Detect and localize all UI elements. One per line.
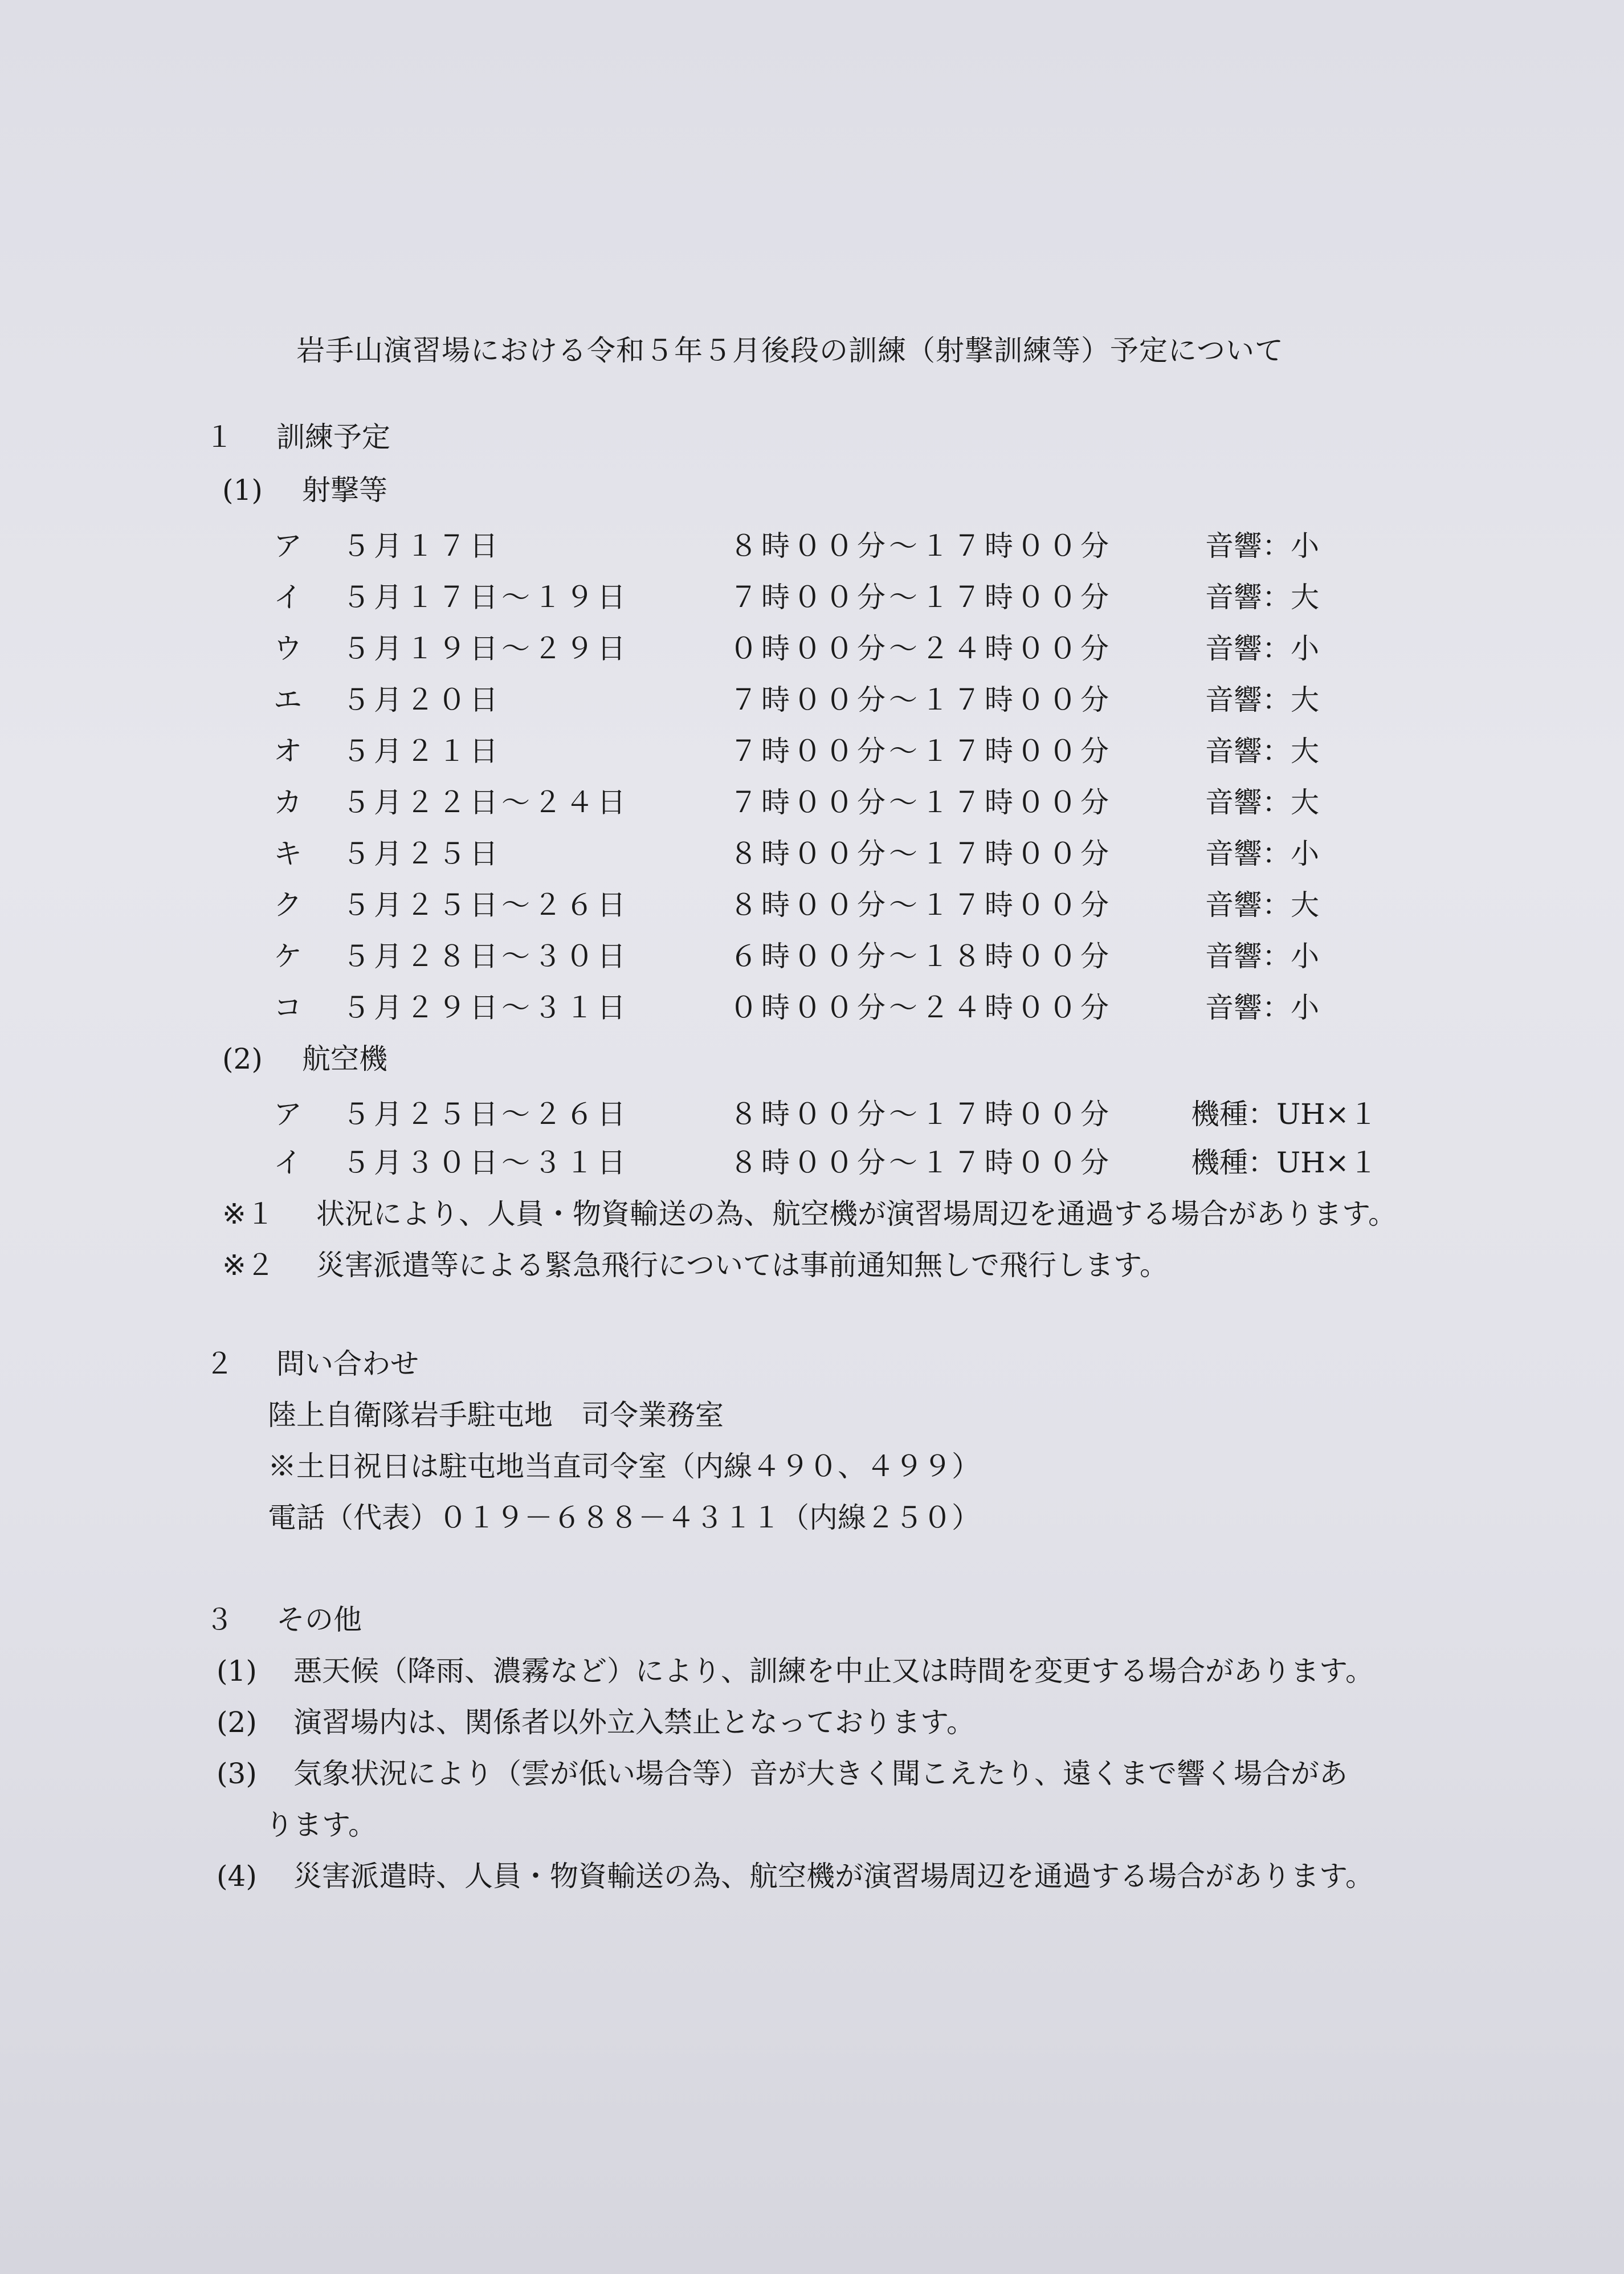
row-sound-level: 音響：小 <box>1205 837 1319 870</box>
note-text: 状況により、人員・物資輸送の為、航空機が演習場周辺を通過する場合があります。 <box>316 1197 1397 1230</box>
item-number: (3) <box>217 1757 257 1790</box>
section-title: 訓練予定 <box>276 421 390 454</box>
item-number: (2) <box>217 1706 257 1739</box>
row-date: ５月２１日 <box>342 735 501 768</box>
schedule-row <box>274 683 1413 717</box>
row-time: ７時００分～１７時００分 <box>729 735 1112 768</box>
item-text: 悪天候（降雨、濃霧など）により、訓練を中止又は時間を変更する場合があります。 <box>293 1654 1374 1688</box>
subsection-number: (2) <box>222 1042 263 1075</box>
row-kana: ク <box>274 889 302 922</box>
document-title: 岩手山演習場における令和５年５月後段の訓練（射撃訓練等）予定について <box>296 334 1284 367</box>
row-kana: エ <box>274 683 302 716</box>
row-date: ５月２５日 <box>342 837 501 870</box>
contact-holiday-note: ※土日祝日は駐屯地当直司令室（内線４９０、４９９） <box>268 1450 980 1483</box>
row-date: ５月２９日～３１日 <box>342 991 629 1024</box>
row-time: ０時００分～２４時００分 <box>729 991 1112 1024</box>
item-text: 災害派遣時、人員・物資輸送の為、航空機が演習場周辺を通過する場合があります。 <box>293 1860 1374 1893</box>
item-text: 気象状況により（雲が低い場合等）音が大きく聞こえたり、遠くまで響く場合があ <box>293 1757 1348 1790</box>
schedule-row <box>274 529 1413 563</box>
row-sound-level: 音響：大 <box>1205 889 1319 922</box>
row-sound-level: 音響：小 <box>1205 940 1319 973</box>
section-2-heading <box>205 1347 419 1381</box>
schedule-row <box>274 785 1413 820</box>
section-3-heading <box>205 1603 362 1637</box>
row-time: ０時００分～２４時００分 <box>729 632 1112 665</box>
subsection-aircraft-heading <box>222 1042 387 1076</box>
row-kana: ア <box>274 529 302 563</box>
row-date: ５月１７日～１９日 <box>342 581 629 614</box>
subsection-title: 航空機 <box>302 1042 387 1075</box>
other-item-2 <box>217 1705 975 1739</box>
row-kana: カ <box>274 786 302 819</box>
row-sound-level: 音響：大 <box>1205 786 1319 819</box>
section-1-heading <box>205 420 390 454</box>
schedule-row <box>274 631 1413 666</box>
item-text: 演習場内は、関係者以外立入禁止となっております。 <box>293 1706 975 1739</box>
row-time: ６時００分～１８時００分 <box>729 940 1112 973</box>
section-title: 問い合わせ <box>276 1347 419 1380</box>
subsection-number: (1) <box>222 474 263 507</box>
row-date: ５月３０日～３１日 <box>342 1146 629 1179</box>
contact-office: 陸上自衛隊岩手駐屯地 司令業務室 <box>268 1399 724 1432</box>
other-item-3 <box>217 1757 1348 1791</box>
subsection-title: 射撃等 <box>302 474 387 507</box>
row-time: ８時００分～１７時００分 <box>729 529 1112 563</box>
schedule-row <box>274 939 1413 973</box>
row-time: ７時００分～１７時００分 <box>729 683 1112 716</box>
row-kana: コ <box>274 991 302 1024</box>
schedule-row <box>274 580 1413 614</box>
schedule-row <box>274 837 1413 871</box>
row-date: ５月２５日～２６日 <box>342 889 629 922</box>
row-kana: キ <box>274 837 302 870</box>
other-item-3-continued: ります。 <box>265 1808 377 1841</box>
section-number: ２ <box>205 1347 234 1380</box>
row-kana: ウ <box>274 632 302 665</box>
schedule-row <box>274 888 1413 922</box>
other-item-1 <box>217 1654 1374 1688</box>
item-number: (4) <box>217 1860 257 1893</box>
row-sound-level: 音響：小 <box>1205 529 1319 563</box>
note-1 <box>222 1197 1397 1231</box>
row-aircraft-type: 機種：UH×１ <box>1191 1098 1378 1131</box>
row-aircraft-type: 機種：UH×１ <box>1191 1146 1378 1179</box>
row-sound-level: 音響：大 <box>1205 581 1319 614</box>
row-time: ８時００分～１７時００分 <box>729 837 1112 870</box>
schedule-row <box>274 1146 1413 1180</box>
row-date: ５月２０日 <box>342 683 501 716</box>
row-time: ８時００分～１７時００分 <box>729 889 1112 922</box>
row-date: ５月１９日～２９日 <box>342 632 629 665</box>
row-kana: ケ <box>274 940 302 973</box>
other-item-4 <box>217 1859 1374 1893</box>
note-mark: ※１ <box>222 1197 275 1230</box>
row-kana: イ <box>274 581 302 614</box>
section-title: その他 <box>276 1603 362 1636</box>
section-number: ３ <box>205 1603 234 1636</box>
row-date: ５月２２日～２４日 <box>342 786 629 819</box>
row-sound-level: 音響：小 <box>1205 632 1319 665</box>
row-kana: ア <box>274 1098 302 1131</box>
row-time: ８時００分～１７時００分 <box>729 1098 1112 1131</box>
schedule-row <box>274 734 1413 768</box>
row-time: ７時００分～１７時００分 <box>729 786 1112 819</box>
row-date: ５月２８日～３０日 <box>342 940 629 973</box>
item-number: (1) <box>217 1654 257 1688</box>
row-sound-level: 音響：小 <box>1205 991 1319 1024</box>
section-number: １ <box>205 421 234 454</box>
note-text: 災害派遣等による緊急飛行については事前通知無しで飛行します。 <box>316 1249 1168 1282</box>
schedule-row <box>274 991 1413 1025</box>
contact-phone: 電話（代表）０１９－６８８－４３１１（内線２５０） <box>268 1501 980 1534</box>
row-date: ５月２５日～２６日 <box>342 1098 629 1131</box>
row-kana: オ <box>274 735 302 768</box>
note-2 <box>222 1248 1168 1282</box>
row-sound-level: 音響：大 <box>1205 735 1319 768</box>
subsection-shooting-heading <box>222 473 387 507</box>
note-mark: ※２ <box>222 1249 275 1282</box>
row-time: ７時００分～１７時００分 <box>729 581 1112 614</box>
schedule-row <box>274 1097 1413 1131</box>
row-date: ５月１７日 <box>342 529 501 563</box>
row-sound-level: 音響：大 <box>1205 683 1319 716</box>
row-time: ８時００分～１７時００分 <box>729 1146 1112 1179</box>
row-kana: イ <box>274 1146 302 1179</box>
